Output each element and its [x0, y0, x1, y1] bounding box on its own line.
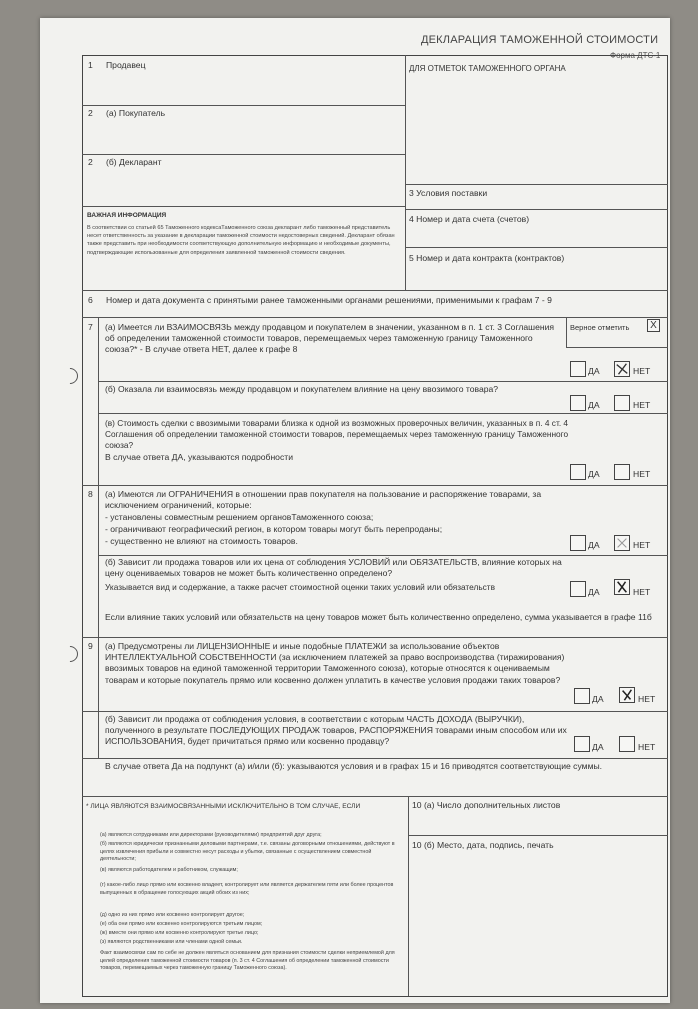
8a-yes-label: ДА	[588, 540, 600, 550]
box-2a-number: 2	[88, 108, 93, 118]
box-1-number: 1	[88, 60, 93, 70]
related-persons-item-f: (е) оба они прямо или косвенно контролируются третьим лицом;	[100, 921, 263, 927]
9b-no-label: НЕТ	[638, 742, 656, 752]
related-persons-title: * ЛИЦА ЯВЛЯЮТСЯ ВЗАИМОСВЯЗАННЫМИ ИСКЛЮЧИТЕЛЬНО В ТОМ СЛУЧАЕ, ЕСЛИ	[86, 803, 361, 810]
section-9b-question: (б) Зависит ли продажа от соблюдения условия, в соответствии с которым ЧАСТЬ ДОХОДА (ВЫРУЧКИ), полученного в результате ПОСЛЕДУЮЩИХ ПРОДАЖ товаров, РАСПОРЯЖЕНИЯ товарами иным способом или их ИСПОЛЬЗОВАНИЯ, будет причитаться прямо или косвенно продавцу?	[105, 714, 567, 747]
related-persons-item-g: (ж) вместе они прямо или косвенно контролируют третье лицо;	[100, 930, 259, 936]
7a-no-checkbox[interactable]	[614, 361, 630, 377]
9b-yes-label: ДА	[592, 742, 604, 752]
section-7-number: 7	[88, 322, 93, 332]
section-8a-question: (а) Имеются ли ОГРАНИЧЕНИЯ в отношении прав покупателя на пользование и распоряжение товарами, за исключением ограничений, которые:	[105, 489, 542, 511]
box-2b-number: 2	[88, 157, 93, 167]
form-code: Форма ДТС-1	[610, 51, 661, 60]
box-10b-label: 10 (б) Место, дата, подпись, печать	[412, 840, 554, 850]
section-8a-item-3: - существенно не влияют на стоимость товаров.	[105, 536, 298, 546]
box-4-invoice: 4 Номер и дата счета (счетов)	[409, 214, 530, 224]
important-info-text: В соответствии со статьей 65 Таможенного кодексаТаможенного союза декларант либо таможенный представитель несет ответственность за указание в декларации таможенной стоимости недостоверных сведений. Декларант обязан также представить при необходимости соответствующую дополнительную информацию и необходимые документы, подтверждающие использованные для определения заявленной таможенной стоимости сведения.	[87, 225, 395, 256]
7c-no-label: НЕТ	[633, 469, 651, 479]
section-9-number: 9	[88, 641, 93, 651]
document-title: ДЕКЛАРАЦИЯ ТАМОЖЕННОЙ СТОИМОСТИ	[421, 34, 659, 46]
box-5-contract: 5 Номер и дата контракта (контрактов)	[409, 253, 565, 263]
box-10a-label: 10 (а) Число дополнительных листов	[412, 800, 561, 810]
related-persons-item-h: (з) являются родственниками или членами одной семьи.	[100, 939, 243, 945]
7b-yes-checkbox[interactable]	[570, 395, 586, 411]
important-info-title: ВАЖНАЯ ИНФОРМАЦИЯ	[87, 212, 167, 219]
8a-no-label: НЕТ	[633, 540, 651, 550]
8b-yes-label: ДА	[588, 587, 600, 597]
8a-yes-checkbox[interactable]	[570, 535, 586, 551]
sample-mark-box: X	[647, 319, 660, 332]
mark-instruction: Верное отметить	[570, 323, 630, 332]
9a-no-checkbox[interactable]	[619, 687, 635, 703]
7c-yes-label: ДА	[588, 469, 600, 479]
related-persons-item-c: (в) являются работодателем и работником, служащим;	[100, 867, 238, 873]
section-7c-question: (в) Стоимость сделки с ввозимыми товарами близка к одной из возможных проверочных величин, указанных в п. 4 ст. 4 Соглашения об определении таможенной стоимости товаров, перемещаемых через таможенную границу Таможенного союза?	[105, 418, 569, 451]
7c-no-checkbox[interactable]	[614, 464, 630, 480]
related-persons-closing: Факт взаимосвязи сам по себе не должен являться основанием для признания стоимости сделки неприемлемой для целей определения таможенной стоимости товаров (п. 3 ст. 4 Соглашения об определении таможенной стоимости товаров, перемещаемых через таможенную границу Таможенного союза).	[100, 950, 395, 971]
related-persons-item-d: (г) какое-либо лицо прямо или косвенно владеет, контролирует или является держателем пяти или более процентов выпущенных в обращение голосующих акций обоих из них;	[100, 882, 394, 896]
box-2b-declarant-label: (б) Декларант	[106, 157, 162, 167]
7c-yes-checkbox[interactable]	[570, 464, 586, 480]
section-8b-amount-note: Если влияние таких условий или обязательств на цену товаров может быть количественно определено, сумма указывается в графе 11б	[105, 612, 652, 622]
section-7a-question: (а) Имеется ли ВЗАИМОСВЯЗЬ между продавцом и покупателем в значении, указанном в п. 1 ст. 3 Соглашения об определении таможенной стоимости товаров, перемещаемых через таможенную границу Таможенного союза?* - В случае ответа НЕТ, далее к графе 8	[105, 322, 555, 355]
box-3-delivery-terms: 3 Условия поставки	[409, 188, 488, 198]
7b-yes-label: ДА	[588, 400, 600, 410]
9b-yes-checkbox[interactable]	[574, 736, 590, 752]
9b-no-checkbox[interactable]	[619, 736, 635, 752]
customs-marks-label: ДЛЯ ОТМЕТОК ТАМОЖЕННОГО ОРГАНА	[409, 64, 566, 73]
section-8b-note: Указывается вид и содержание, а также расчет стоимостной оценки таких условий или обязательств	[105, 582, 496, 592]
related-persons-item-b: (б) являются юридически признанными деловыми партнерами, т.е. связаны договорными отношениями, действуют в целях извлечения прибыли и совместно несут расходы и убытки, связанные с осуществлением совместной деятельности;	[100, 841, 395, 862]
7b-no-label: НЕТ	[633, 400, 651, 410]
cross-mark-icon	[615, 536, 629, 550]
section-7b-question: (б) Оказала ли взаимосвязь между продавцом и покупателем влияние на цену ввозимого товара?	[105, 384, 499, 394]
7a-no-label: НЕТ	[633, 366, 651, 376]
related-persons-item-a: (а) являются сотрудниками или директорами (руководителями) предприятий друг друга;	[100, 832, 322, 838]
box-1-seller-label: Продавец	[106, 60, 146, 70]
8b-no-label: НЕТ	[633, 587, 651, 597]
box-6-label: Номер и дата документа с принятыми ранее таможенными органами решениями, применимыми к графам 7 - 9	[106, 295, 552, 305]
7b-no-checkbox[interactable]	[614, 395, 630, 411]
9a-yes-checkbox[interactable]	[574, 688, 590, 704]
section-7c-note: В случае ответа ДА, указываются подробности	[105, 452, 293, 462]
section-8-number: 8	[88, 489, 93, 499]
section-8a-item-1: - установлены совместным решением органовТаможенного союза;	[105, 512, 374, 522]
8a-no-checkbox[interactable]	[614, 535, 630, 551]
cross-mark-icon	[620, 688, 634, 702]
section-9a-question: (а) Предусмотрены ли ЛИЦЕНЗИОННЫЕ и иные подобные ПЛАТЕЖИ за использование объектов ИНТЕЛЛЕКТУАЛЬНОЙ СОБСТВЕННОСТИ (за исключением платежей за право воспроизводства (тиражирования) ввозимых товаров на единой таможенной территории Таможенного союза), которые относятся к оцениваемым товарам и которые покупатель прямо или косвенно должен уплатить в качестве условия продажи таких товаров?	[105, 641, 565, 685]
related-persons-item-e: (д) одно из них прямо или косвенно контролирует другое;	[100, 912, 245, 918]
7a-yes-label: ДА	[588, 366, 600, 376]
section-8b-question: (б) Зависит ли продажа товаров или их цена от соблюдения УСЛОВИЙ или ОБЯЗАТЕЛЬСТВ, влияние которых на цену оцениваемых товаров не может быть количественно определено?	[105, 557, 562, 579]
8b-no-checkbox[interactable]	[614, 579, 630, 595]
9a-yes-label: ДА	[592, 694, 604, 704]
section-8a-item-2: - ограничивают географический регион, в котором товары могут быть перепроданы;	[105, 524, 443, 534]
9a-no-label: НЕТ	[638, 694, 656, 704]
box-2a-buyer-label: (а) Покупатель	[106, 108, 166, 118]
cross-mark-icon	[615, 580, 629, 594]
7a-yes-checkbox[interactable]	[570, 361, 586, 377]
section-9-note: В случае ответа Да на подпункт (а) и/или (б): указываются условия и в графах 15 и 16 приводятся соответствующие суммы.	[105, 761, 603, 771]
box-6-number: 6	[88, 295, 93, 305]
8b-yes-checkbox[interactable]	[570, 581, 586, 597]
cross-mark-icon	[615, 362, 629, 376]
